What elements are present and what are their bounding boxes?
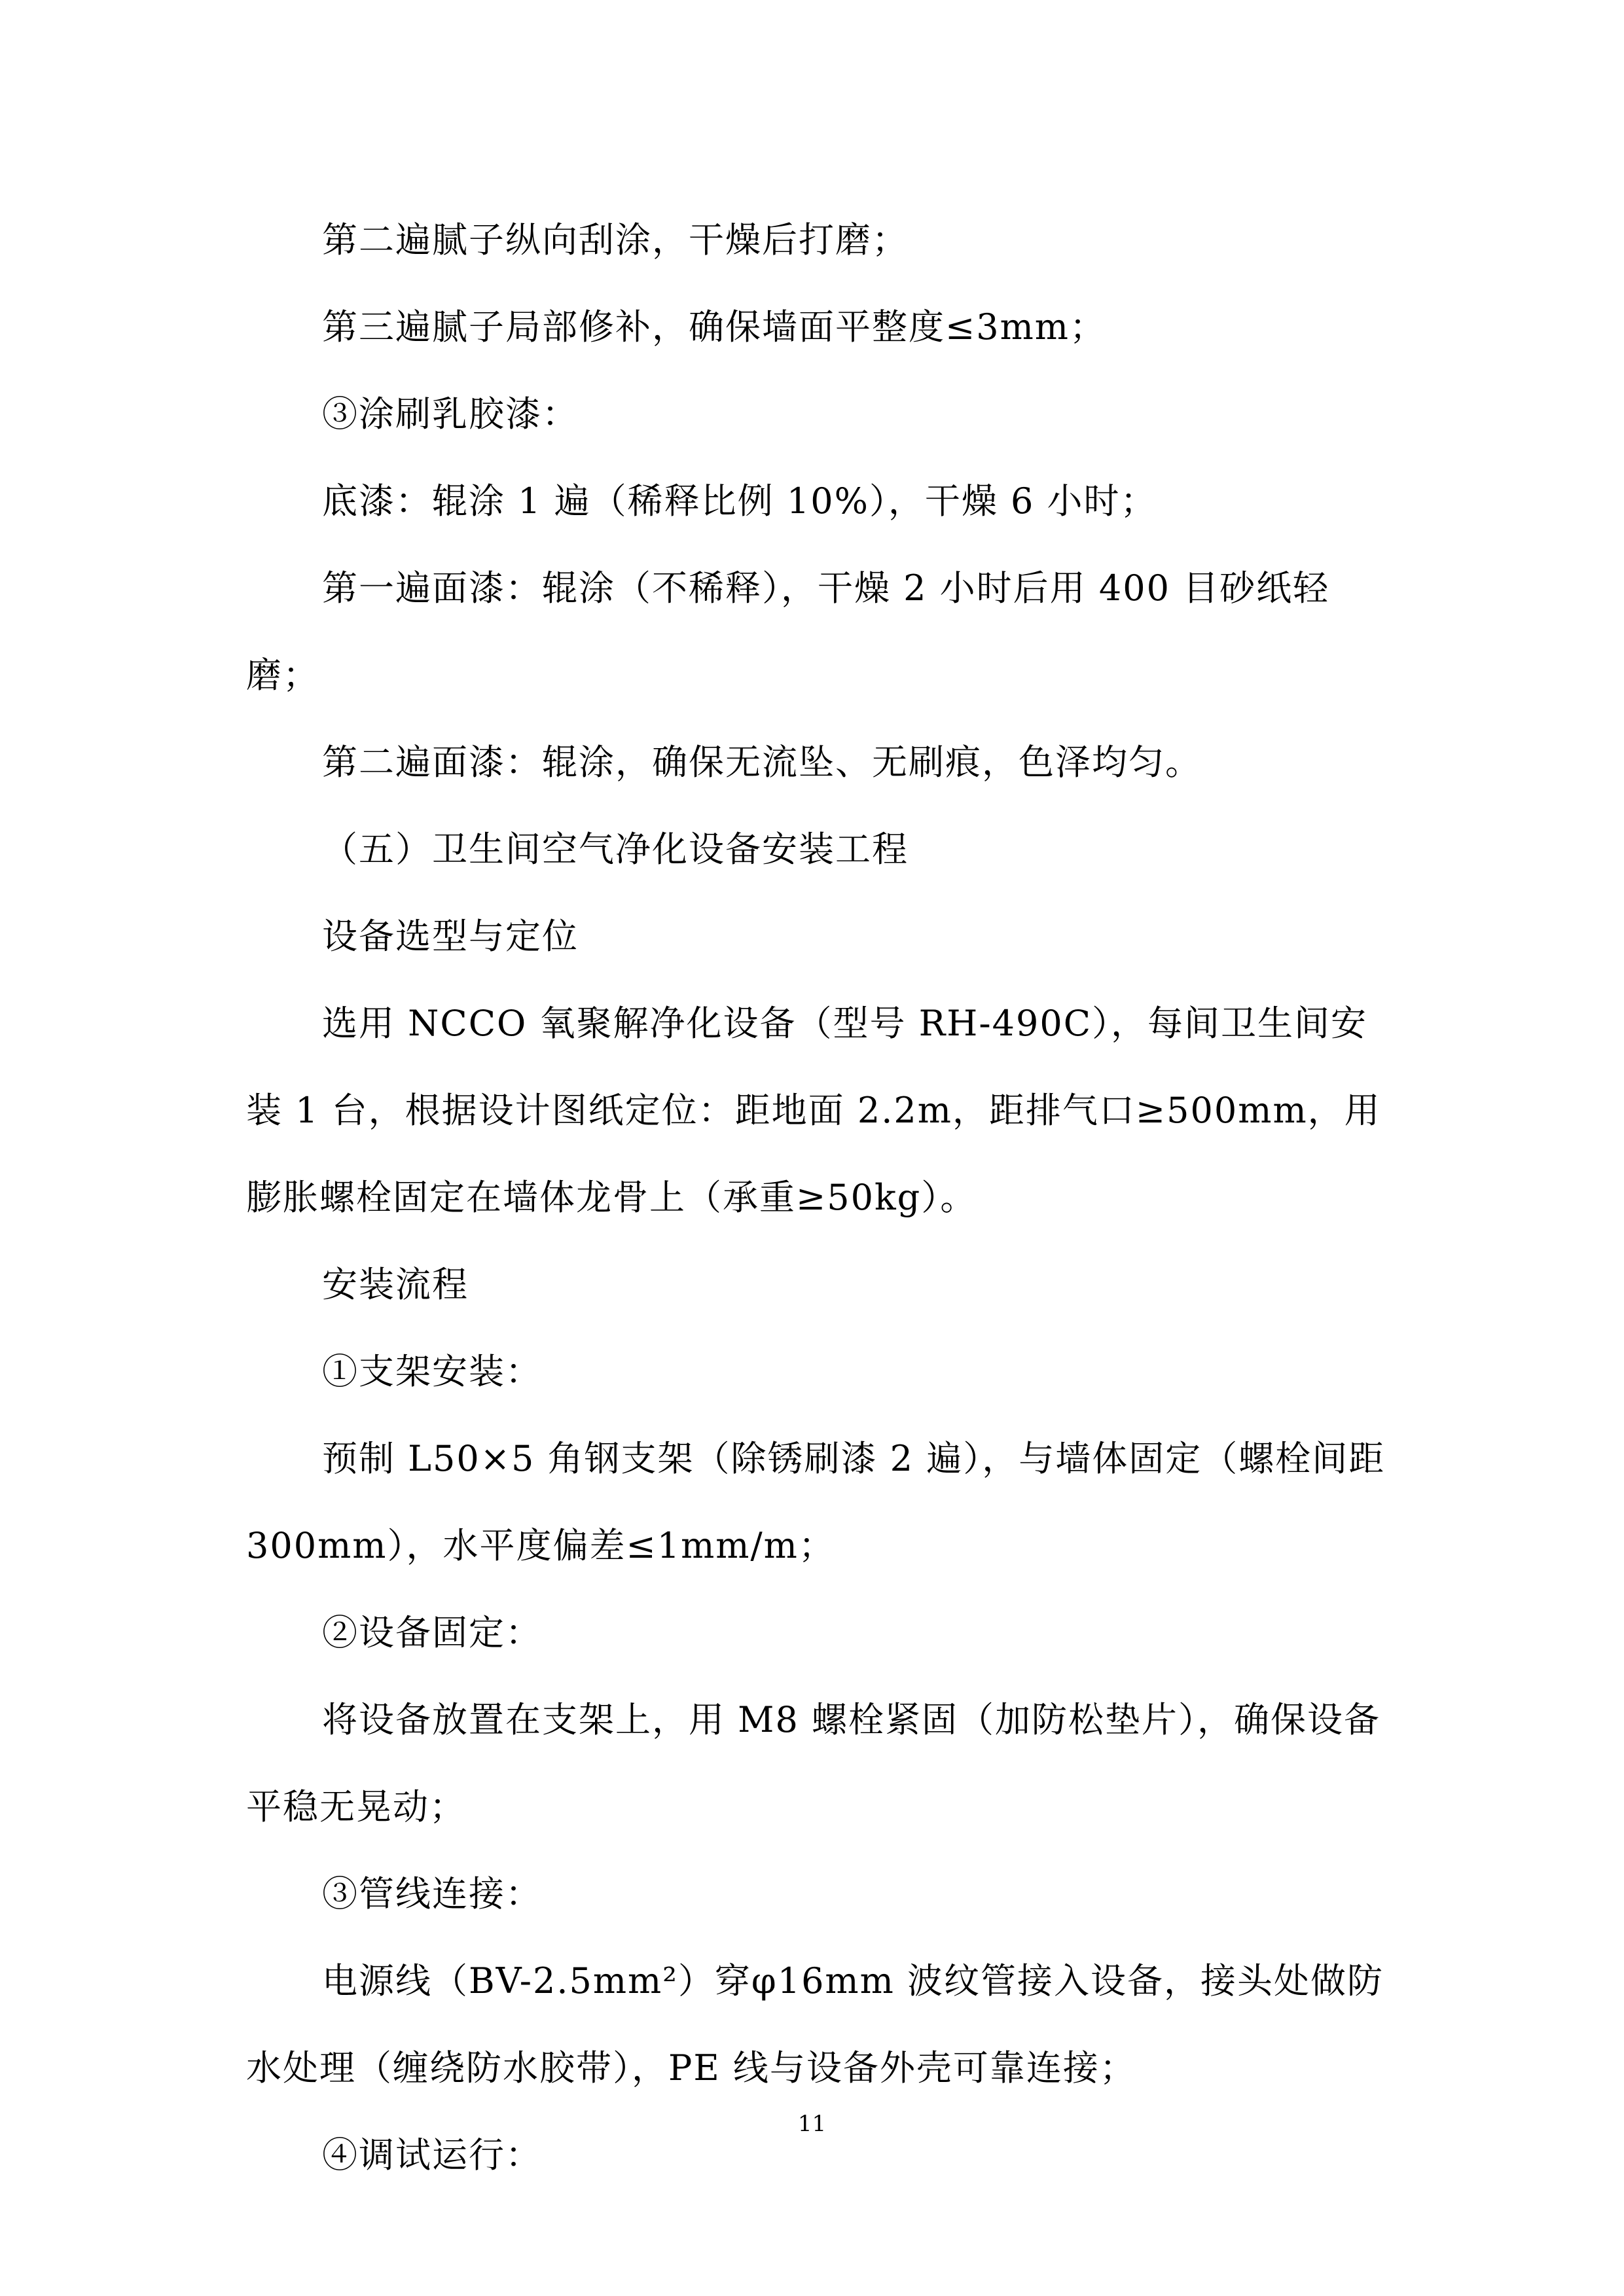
section-heading-air-purifier: （五）卫生间空气净化设备安装工程	[322, 829, 909, 870]
paragraph-putty-third-coat: 第三遍腻子局部修补，确保墙面平整度≤3mm；	[322, 306, 1107, 348]
paragraph-wiring-heading: ③管线连接：	[322, 1873, 542, 1914]
paragraph-primer: 底漆：辊涂 1 遍（稀释比例 10%），干燥 6 小时；	[322, 480, 1157, 522]
paragraph-bracket-details: 预制 L50×5 角钢支架（除锈刷漆 2 遍），与墙体固定（螺栓间距 300mm），水平度偏差≤1mm/m；	[246, 1438, 1386, 1566]
paragraph-bracket-heading: ①支架安装：	[322, 1351, 542, 1392]
paragraph-latex-paint-heading: ③涂刷乳胶漆：	[322, 393, 579, 435]
paragraph-device-selection: 选用 NCCO 氧聚解净化设备（型号 RH-490C），每间卫生间安装 1 台，根据设计图纸定位：距地面 2.2m，距排气口≥500mm，用膨胀螺栓固定在墙体龙骨上（承重≥50kg）。	[246, 1003, 1381, 1218]
paragraph-device-fixing-heading: ②设备固定：	[322, 1612, 542, 1653]
paragraph-commissioning-heading: ④调试运行：	[322, 2134, 542, 2176]
subheading-selection-positioning: 设备选型与定位	[322, 916, 579, 957]
paragraph-putty-second-coat: 第二遍腻子纵向刮涂，干燥后打磨；	[322, 219, 909, 260]
subheading-installation-process: 安装流程	[322, 1264, 469, 1305]
page-number: 11	[797, 2111, 827, 2137]
paragraph-first-topcoat: 第一遍面漆：辊涂（不稀释），干燥 2 小时后用 400 目砂纸轻磨；	[246, 567, 1330, 696]
paragraph-wiring-details: 电源线（BV-2.5mm²）穿φ16mm 波纹管接入设备，接头处做防水处理（缠绕防水胶带），PE 线与设备外壳可靠连接；	[246, 1960, 1384, 2089]
paragraph-device-fixing-details: 将设备放置在支架上，用 M8 螺栓紧固（加防松垫片），确保设备平稳无晃动；	[246, 1699, 1380, 1827]
paragraph-second-topcoat: 第二遍面漆：辊涂，确保无流坠、无刷痕，色泽均匀。	[322, 742, 1202, 783]
page-body	[246, 196, 1393, 2198]
